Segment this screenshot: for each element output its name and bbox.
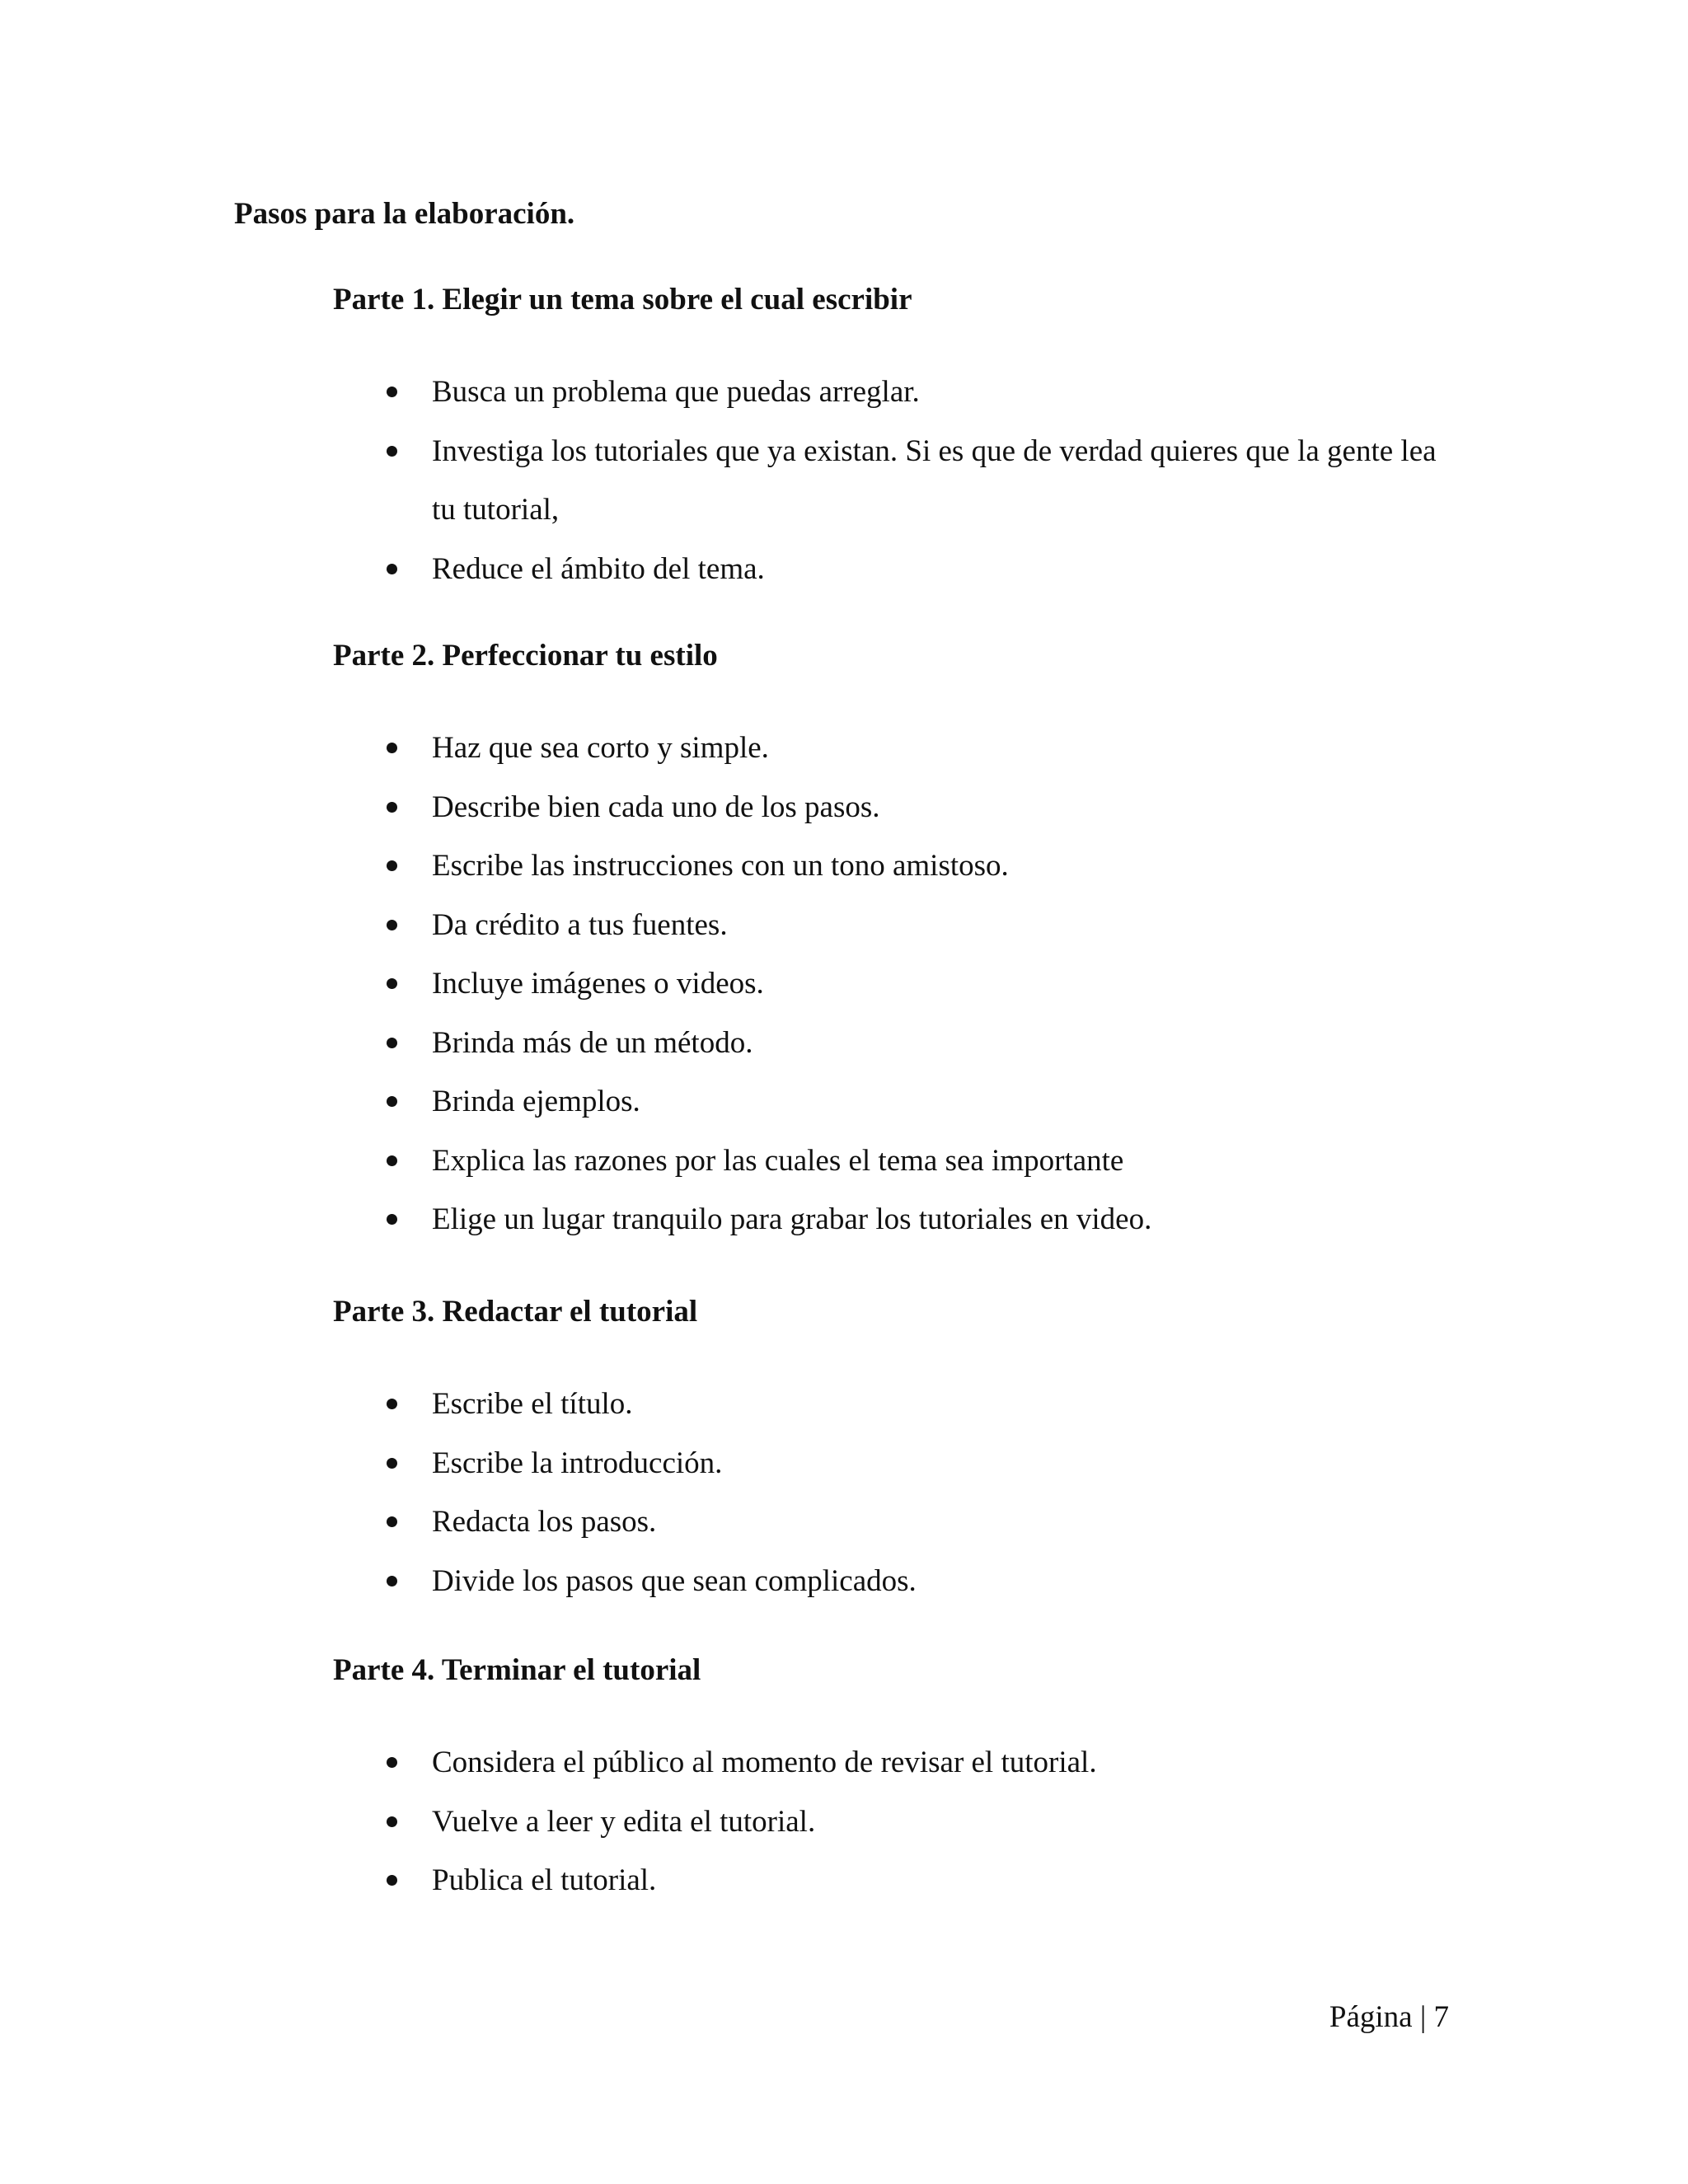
list-item: Escribe las instrucciones con un tono amistoso. (333, 837, 1437, 896)
bullet-icon (387, 1155, 397, 1166)
section-heading-parte-3: Parte 3. Redactar el tutorial (333, 1295, 698, 1329)
bullet-list-parte-2 (333, 719, 1437, 1249)
bullet-icon (387, 1038, 397, 1048)
page-number: Página | 7 (1329, 2000, 1449, 2034)
list-item: Escribe el título. (333, 1375, 1437, 1434)
list-item: Considera el público al momento de revisar el tutorial. (333, 1733, 1437, 1793)
bullet-icon (387, 446, 397, 457)
bullet-list-parte-4 (333, 1733, 1437, 1910)
list-item: Describe bien cada uno de los pasos. (333, 778, 1437, 837)
list-item: Investiga los tutoriales que ya existan. Si es que de verdad quieres que la gente lea tu tutorial, (333, 422, 1437, 540)
list-item: Elige un lugar tranquilo para grabar los tutoriales en video. (333, 1190, 1437, 1249)
bullet-icon (387, 1816, 397, 1827)
list-item: Incluye imágenes o videos. (333, 954, 1437, 1014)
list-item: Redacta los pasos. (333, 1493, 1437, 1552)
list-item: Explica las razones por las cuales el tema sea importante (333, 1132, 1437, 1191)
list-item: Escribe la introducción. (333, 1434, 1437, 1493)
bullet-icon (387, 1399, 397, 1409)
list-item: Brinda más de un método. (333, 1014, 1437, 1073)
bullet-icon (387, 743, 397, 753)
bullet-list-parte-3 (333, 1375, 1437, 1610)
list-item: Reduce el ámbito del tema. (333, 540, 1437, 599)
section-heading-parte-1: Parte 1. Elegir un tema sobre el cual escribir (333, 283, 912, 316)
bullet-icon (387, 387, 397, 397)
bullet-icon (387, 564, 397, 574)
bullet-icon (387, 860, 397, 871)
bullet-icon (387, 1576, 397, 1586)
list-item: Da crédito a tus fuentes. (333, 896, 1437, 955)
bullet-icon (387, 920, 397, 930)
bullet-icon (387, 1875, 397, 1886)
bullet-icon (387, 1757, 397, 1768)
bullet-icon (387, 1214, 397, 1225)
list-item: Vuelve a leer y edita el tutorial. (333, 1793, 1437, 1852)
section-heading-parte-4: Parte 4. Terminar el tutorial (333, 1653, 701, 1687)
bullet-icon (387, 1516, 397, 1527)
section-heading-parte-2: Parte 2. Perfeccionar tu estilo (333, 639, 718, 673)
bullet-list-parte-1 (333, 363, 1437, 598)
bullet-icon (387, 1458, 397, 1469)
list-item: Haz que sea corto y simple. (333, 719, 1437, 778)
list-item: Publica el tutorial. (333, 1851, 1437, 1910)
bullet-icon (387, 1096, 397, 1107)
bullet-icon (387, 802, 397, 813)
bullet-icon (387, 978, 397, 989)
list-item: Busca un problema que puedas arreglar. (333, 363, 1437, 422)
list-item: Brinda ejemplos. (333, 1072, 1437, 1132)
page-title: Pasos para la elaboración. (234, 197, 575, 231)
list-item: Divide los pasos que sean complicados. (333, 1552, 1437, 1611)
